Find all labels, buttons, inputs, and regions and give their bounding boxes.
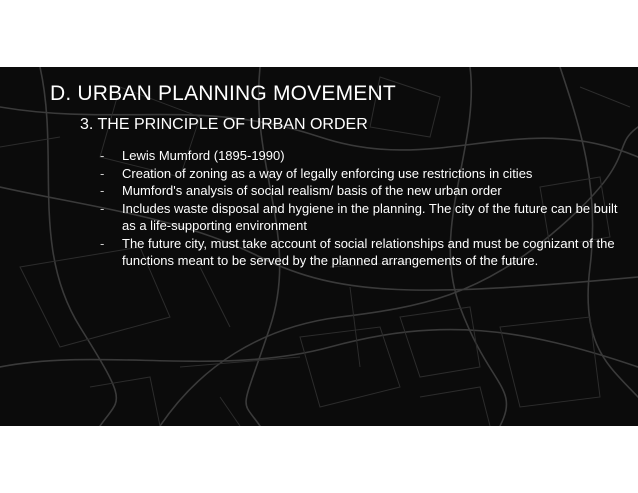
slide-heading: D. URBAN PLANNING MOVEMENT [50, 82, 396, 105]
bullet-text: Lewis Mumford (1895-1990) [122, 148, 285, 163]
bullet-marker: - [100, 235, 105, 251]
bullet-marker: - [100, 148, 105, 163]
bullet-item [100, 147, 620, 165]
slide [0, 67, 638, 426]
bullet-item [100, 200, 620, 235]
bullet-item [100, 165, 620, 183]
slide-subheading: 3. THE PRINCIPLE OF URBAN ORDER [80, 116, 368, 133]
bullet-marker: - [100, 183, 105, 198]
bullet-text: Includes waste disposal and hygiene in the planning. The city of the future can be built as a life-supporting environment [122, 200, 618, 233]
bullet-item [100, 235, 620, 270]
bullet-marker: - [100, 165, 105, 181]
bullet-item [100, 182, 620, 200]
bullet-text: Creation of zoning as a way of legally enforcing use restrictions in cities [122, 165, 533, 181]
bullet-marker: - [100, 200, 105, 216]
bullet-list [100, 147, 620, 270]
bullet-text: The future city, must take account of social relationships and must be cognizant of the functions meant to be served by the planned arrangements of the future. [122, 235, 615, 268]
bullet-text: Mumford's analysis of social realism/ basis of the new urban order [122, 183, 502, 198]
